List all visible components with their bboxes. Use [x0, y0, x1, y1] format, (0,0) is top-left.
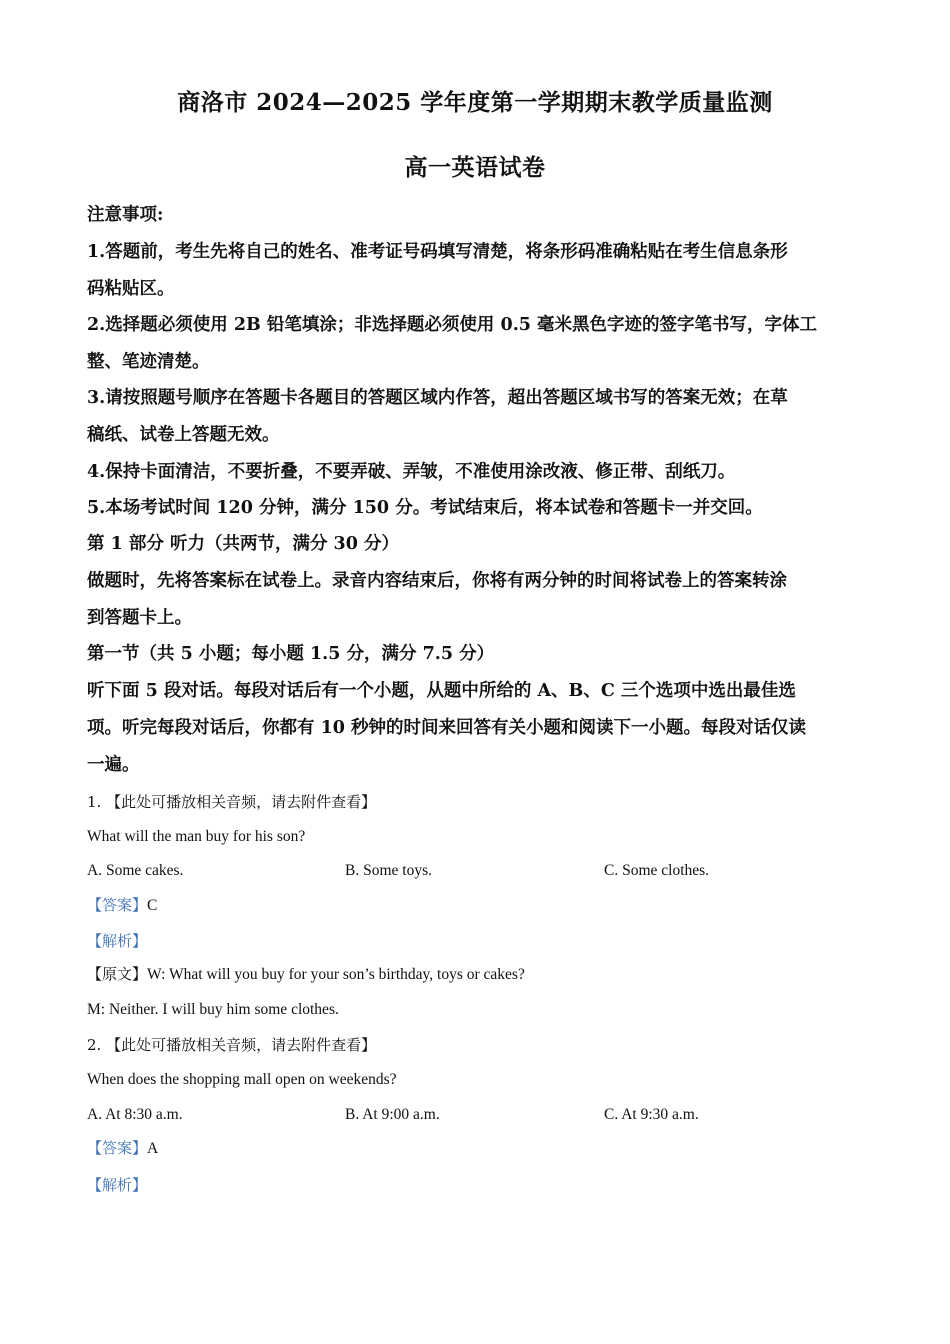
notice-line: 4.保持卡面清洁，不要折叠，不要弄破、弄皱，不准使用涂改液、修正带、刮纸刀。 — [87, 462, 736, 482]
answer-value: C — [147, 897, 158, 914]
notice-heading: 注意事项: — [87, 205, 164, 225]
question-2-option-b: B. At 9:00 a.m. — [345, 1106, 440, 1123]
question-2-analysis-tag: 【解析】 — [87, 1176, 148, 1194]
question-1-option-c: C. Some clothes. — [604, 862, 710, 879]
exam-title: 商洛市 2024—2025 学年度第一学期期末教学质量监测 — [177, 89, 773, 116]
question-2-option-c: C. At 9:30 a.m. — [604, 1106, 699, 1123]
question-1-answer — [87, 894, 157, 918]
question-1-text: What will the man buy for his son? — [87, 828, 306, 845]
answer-tag: 【答案】 — [87, 898, 148, 914]
question-2-text: When does the shopping mall open on weekends? — [87, 1071, 397, 1088]
notice-line: 1.答题前，考生先将自己的姓名、准考证号码填写清楚，将条形码准确粘贴在考生信息条形 — [87, 242, 788, 262]
part1-instruction: 做题时，先将答案标在试卷上。录音内容结束后，你将有两分钟的时间将试卷上的答案转涂 — [87, 571, 787, 591]
exam-subtitle: 高一英语试卷 — [404, 154, 546, 181]
section1-instruction: 一遍。 — [87, 755, 140, 775]
section1-instruction: 听下面 5 段对话。每段对话后有一个小题，从题中所给的 A、B、C 三个选项中选出最佳选 — [87, 681, 796, 701]
part1-instruction: 到答题卡上。 — [87, 608, 192, 628]
section1-instruction: 项。听完每段对话后，你都有 10 秒钟的时间来回答有关小题和阅读下一小题。每段对话仅读 — [87, 718, 807, 738]
notice-line: 整、笔迹清楚。 — [87, 352, 210, 372]
notice-line: 3.请按照题号顺序在答题卡各题目的答题区域内作答，超出答题区域书写的答案无效；在草 — [87, 388, 788, 408]
source-line: M: Neither. I will buy him some clothes. — [87, 1001, 339, 1018]
notice-line: 稿纸、试卷上答题无效。 — [87, 425, 280, 445]
question-2-option-a: A. At 8:30 a.m. — [87, 1106, 183, 1123]
question-1-audio-note: 1. 【此处可播放相关音频，请去附件查看】 — [87, 793, 377, 811]
question-1-option-b: B. Some toys. — [345, 862, 432, 879]
notice-line: 5.本场考试时间 120 分钟，满分 150 分。考试结束后，将本试卷和答题卡一并交回。 — [87, 498, 763, 518]
source-line: W: What will you buy for your son’s birthday, toys or cakes? — [147, 966, 525, 983]
notice-line: 码粘贴区。 — [87, 279, 175, 299]
section1-heading: 第一节（共 5 小题；每小题 1.5 分，满分 7.5 分） — [87, 644, 495, 664]
answer-tag: 【答案】 — [87, 1141, 148, 1157]
notice-line: 2.选择题必须使用 2B 铅笔填涂；非选择题必须使用 0.5 毫米黑色字迹的签字笔书写，字体工 — [87, 315, 818, 335]
source-tag: 【原文】 — [87, 967, 148, 983]
question-1-option-a: A. Some cakes. — [87, 862, 184, 879]
part1-heading: 第 1 部分 听力（共两节，满分 30 分） — [87, 534, 399, 554]
question-1-analysis-tag: 【解析】 — [87, 932, 148, 950]
question-1-source — [87, 963, 525, 987]
question-2-audio-note: 2. 【此处可播放相关音频，请去附件查看】 — [87, 1036, 377, 1054]
question-2-answer — [87, 1137, 158, 1161]
answer-value: A — [147, 1140, 159, 1157]
